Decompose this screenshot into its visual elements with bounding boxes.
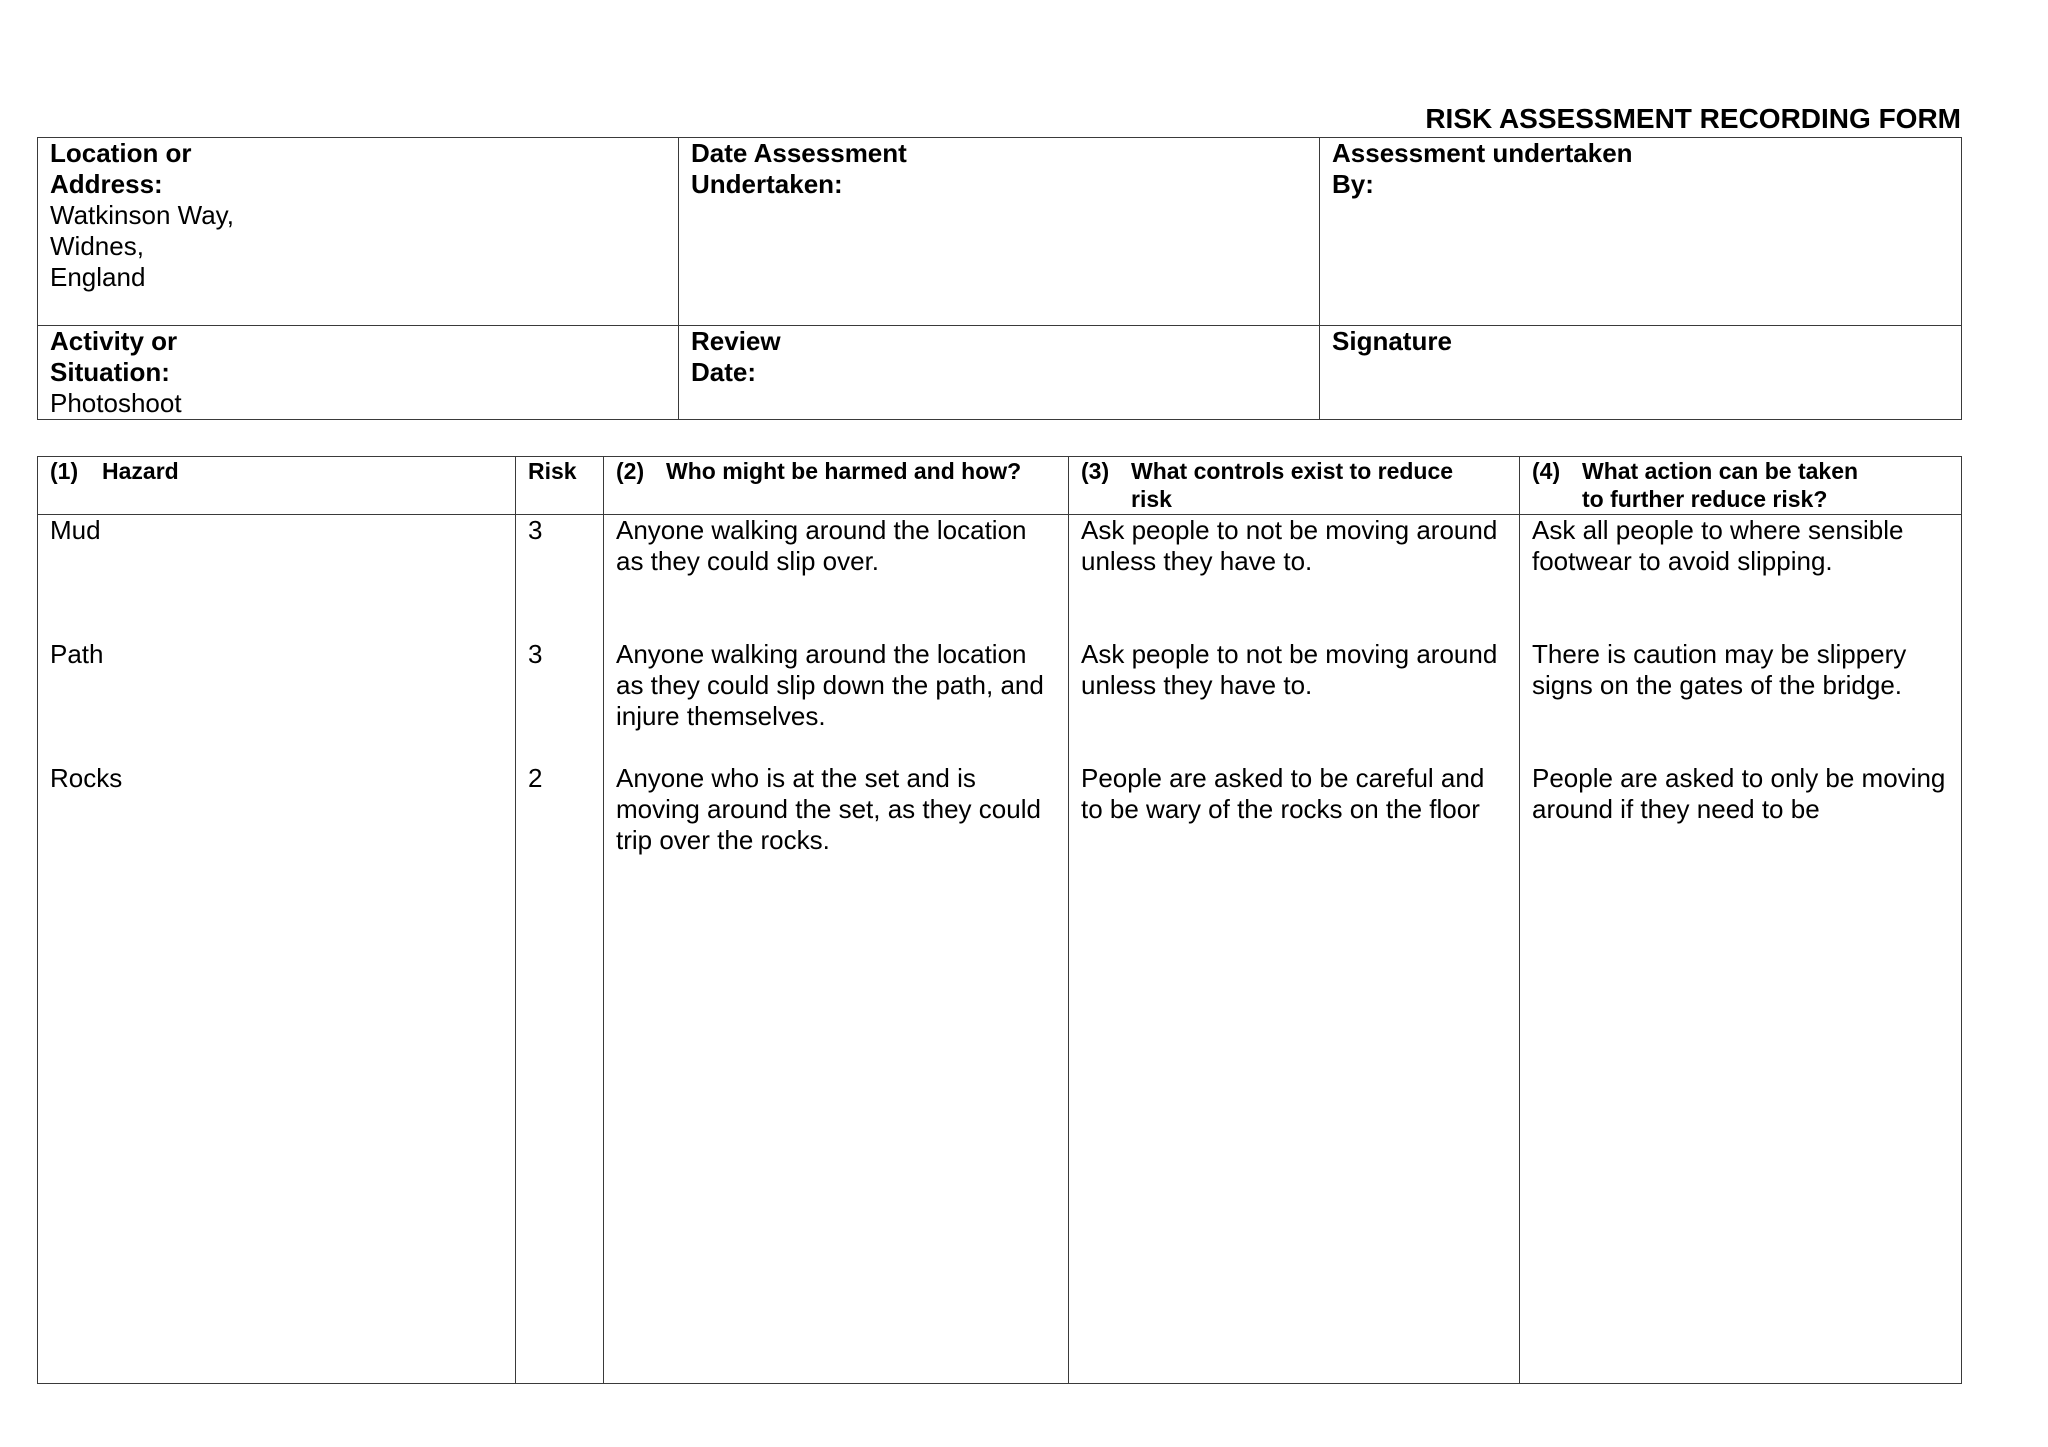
header-who-label: Who might be harmed and how? xyxy=(666,458,1022,484)
location-cell xyxy=(38,138,679,326)
review-label-line1: Review xyxy=(691,326,781,356)
location-line-3: England xyxy=(50,262,146,292)
activity-label-line2: Situation: xyxy=(50,357,170,387)
location-label-line2: Address: xyxy=(50,169,163,199)
assessor-label-line2: By: xyxy=(1332,169,1374,199)
signature-cell xyxy=(1320,326,1962,420)
hazard-table-body xyxy=(38,515,1962,1384)
header-action xyxy=(1520,457,1962,515)
who-column xyxy=(604,515,1069,1384)
assessor-cell xyxy=(1320,138,1962,326)
header-controls-number: (3) xyxy=(1081,458,1110,484)
risk-cell: 3 xyxy=(528,515,543,545)
hazard-cell: Path xyxy=(50,639,104,669)
hazard-cell: Mud xyxy=(50,515,101,545)
header-action-number: (4) xyxy=(1532,458,1561,484)
hazard-cell: Rocks xyxy=(50,763,123,793)
location-label-line1: Location or xyxy=(50,138,192,168)
risk-cell: 3 xyxy=(528,639,543,669)
header-risk-label: Risk xyxy=(528,458,577,484)
risk-column xyxy=(516,515,604,1384)
action-cell: People are asked to only be moving around if they need to be xyxy=(1532,763,1946,824)
activity-label-line1: Activity or xyxy=(50,326,178,356)
who-cell: Anyone who is at the set and is moving around the set, as they could trip over the rocks. xyxy=(616,763,1041,855)
who-cell: Anyone walking around the location as they could slip down the path, and injure themselves. xyxy=(616,639,1044,731)
header-controls xyxy=(1069,457,1520,515)
activity-cell xyxy=(38,326,679,420)
date-label-line1: Date Assessment xyxy=(691,138,907,168)
form-title: RISK ASSESSMENT RECORDING FORM xyxy=(1425,103,1961,134)
hazard-column xyxy=(38,515,516,1384)
location-line-1: Watkinson Way, xyxy=(50,200,234,230)
header-controls-label-line1: What controls exist to reduce xyxy=(1131,458,1454,484)
header-hazard-number: (1) xyxy=(50,458,79,484)
header-risk xyxy=(516,457,604,515)
signature-label: Signature xyxy=(1332,326,1452,356)
header-hazard-label: Hazard xyxy=(102,458,179,484)
controls-cell: People are asked to be careful and to be wary of the rocks on the floor xyxy=(1081,763,1485,824)
hazard-table xyxy=(37,456,1962,1384)
location-line-2: Widnes, xyxy=(50,231,144,261)
header-action-label-line2: to further reduce risk? xyxy=(1582,486,1828,512)
review-label-line2: Date: xyxy=(691,357,757,387)
assessment-details-table xyxy=(37,137,1962,420)
risk-cell: 2 xyxy=(528,763,543,793)
header-hazard xyxy=(38,457,516,515)
date-label-line2: Undertaken: xyxy=(691,169,843,199)
action-cell: Ask all people to where sensible footwear to avoid slipping. xyxy=(1532,515,1904,576)
assessor-label-line1: Assessment undertaken xyxy=(1332,138,1633,168)
action-column xyxy=(1520,515,1962,1384)
header-who xyxy=(604,457,1069,515)
activity-value: Photoshoot xyxy=(50,388,182,418)
controls-column xyxy=(1069,515,1520,1384)
who-cell: Anyone walking around the location as they could slip over. xyxy=(616,515,1027,576)
hazard-table-header xyxy=(38,457,1962,515)
controls-cell: Ask people to not be moving around unless they have to. xyxy=(1081,515,1498,576)
review-date-cell xyxy=(679,326,1320,420)
controls-cell: Ask people to not be moving around unless they have to. xyxy=(1081,639,1498,700)
header-action-label-line1: What action can be taken xyxy=(1582,458,1859,484)
date-undertaken-cell xyxy=(679,138,1320,326)
header-who-number: (2) xyxy=(616,458,645,484)
action-cell: There is caution may be slippery signs on the gates of the bridge. xyxy=(1532,639,1907,700)
header-controls-label-line2: risk xyxy=(1131,486,1172,512)
